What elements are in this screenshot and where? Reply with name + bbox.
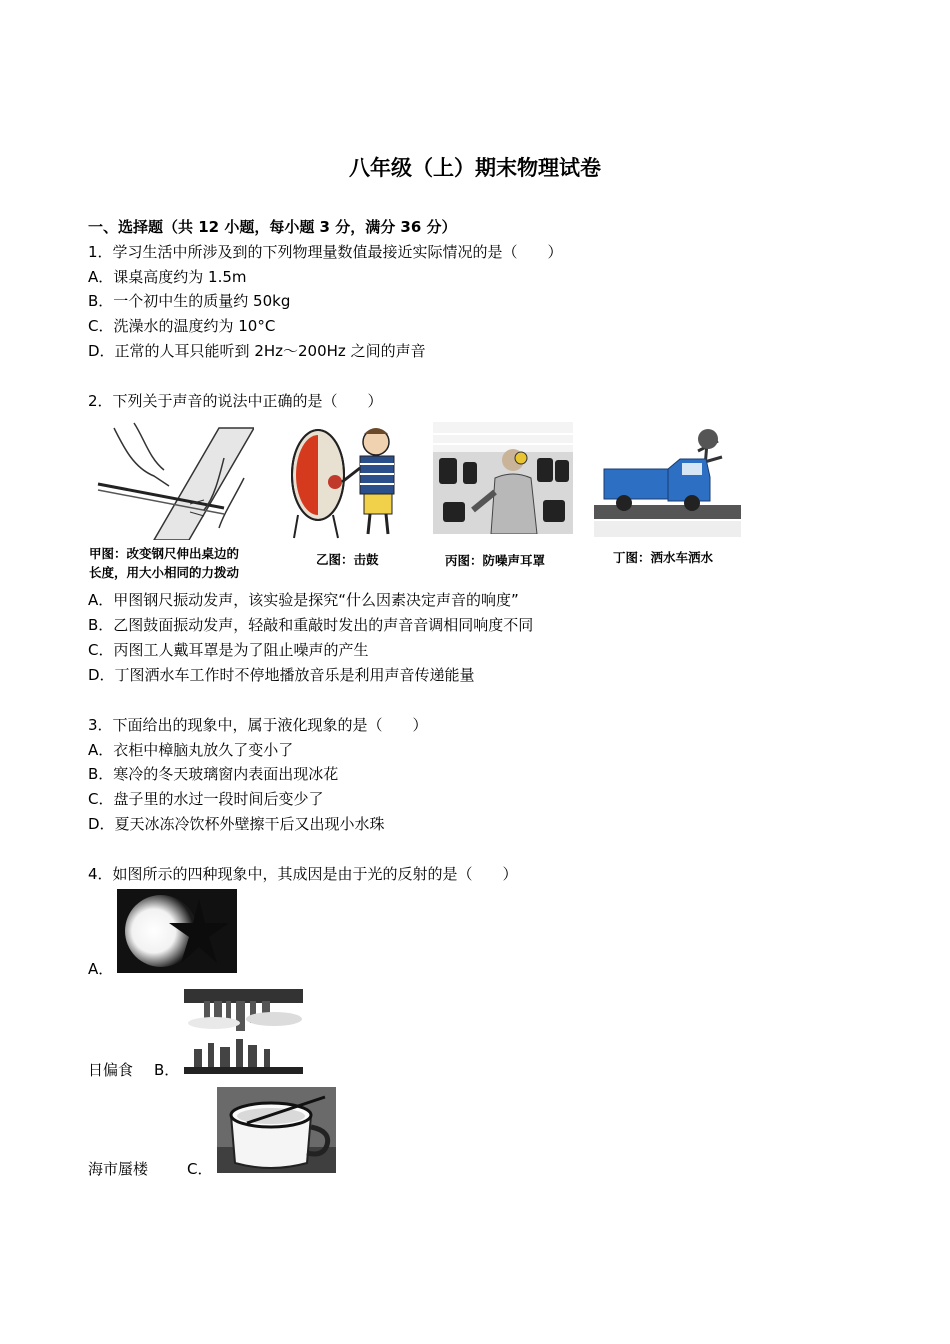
q1-option-b: B．一个初中生的质量约 50kg: [88, 292, 291, 310]
sprinkler-truck-figure: [594, 421, 741, 537]
q4-option-a-label: A．: [88, 960, 114, 978]
earmuff-worker-figure: [433, 422, 573, 534]
q3-option-a: A．衣柜中樟脑丸放久了变小了: [88, 741, 294, 759]
q3-stem: 3．下面给出的现象中，属于液化现象的是（ ）: [88, 716, 428, 734]
steel-ruler-figure: [94, 418, 254, 540]
q2-option-d: D．丁图洒水车工作时不停地播放音乐是利用声音传递能量: [88, 666, 475, 684]
figure-caption-bing: 丙图：防噪声耳罩: [445, 553, 546, 568]
q3-option-d: D．夏天冰冻冷饮杯外壁擦干后又出现小水珠: [88, 815, 385, 833]
q4-stem: 4．如图所示的四种现象中，其成因是由于光的反射的是（ ）: [88, 865, 518, 883]
q4-option-b-label: B．: [154, 1061, 180, 1079]
q2-stem: 2．下列关于声音的说法中正确的是（ ）: [88, 392, 383, 410]
mug-with-spoon-figure: [217, 1087, 336, 1173]
q3-option-c: C．盘子里的水过一段时间后变少了: [88, 790, 324, 808]
q2-option-c: C．丙图工人戴耳罩是为了阻止噪声的产生: [88, 641, 369, 659]
q4-option-a-caption: 日偏食: [88, 1061, 134, 1079]
section-heading: 一、选择题（共 12 小题，每小题 3 分，满分 36 分）: [88, 218, 457, 236]
q4-option-b-caption: 海市蜃楼: [88, 1160, 149, 1178]
q3-option-b: B．寒冷的冬天玻璃窗内表面出现冰花: [88, 765, 339, 783]
q1-option-d: D．正常的人耳只能听到 2Hz～200Hz 之间的声音: [88, 342, 426, 360]
page-title: 八年级（上）期末物理试卷: [349, 156, 601, 180]
q2-option-a: A．甲图钢尺振动发声，该实验是探究“什么因素决定声音的响度”: [88, 591, 519, 609]
q1-option-a: A．课桌高度约为 1.5m: [88, 268, 247, 286]
mirage-figure: [184, 989, 303, 1074]
solar-eclipse-figure: [117, 889, 237, 973]
figure-caption-jia-line2: 长度，用大小相同的力拨动: [89, 565, 240, 580]
drum-figure: [288, 420, 406, 540]
q4-option-c-label: C．: [187, 1160, 213, 1178]
figure-caption-jia: 甲图：改变钢尺伸出桌边的: [89, 546, 240, 561]
figure-caption-yi: 乙图：击鼓: [316, 552, 379, 567]
q1-option-c: C．洗澡水的温度约为 10°C: [88, 317, 276, 335]
q2-option-b: B．乙图鼓面振动发声，轻敲和重敲时发出的声音音调相同响度不同: [88, 616, 534, 634]
figure-caption-ding: 丁图：洒水车洒水: [613, 550, 714, 565]
q1-stem: 1．学习生活中所涉及到的下列物理量数值最接近实际情况的是（ ）: [88, 243, 563, 261]
